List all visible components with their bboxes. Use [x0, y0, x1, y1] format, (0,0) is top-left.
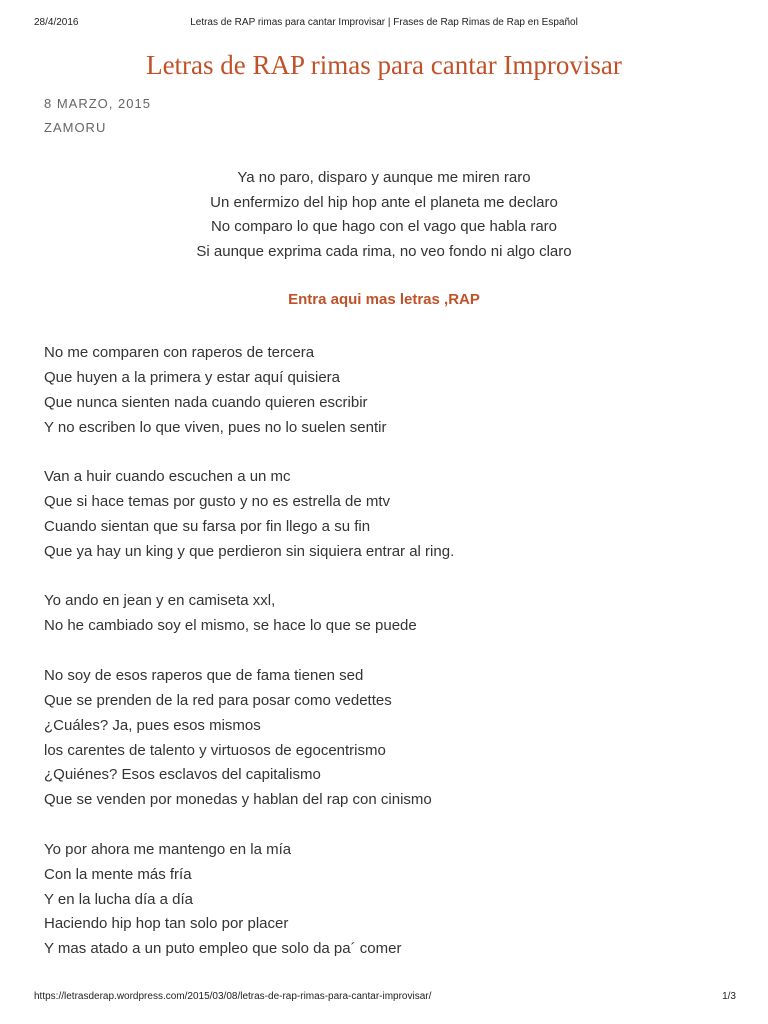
- stanza: [44, 664, 734, 813]
- lyric-line: Que se prenden de la red para posar como vedettes: [44, 691, 392, 709]
- lyric-line: los carentes de talento y virtuosos de egocentrismo: [44, 741, 386, 759]
- page-indicator: 1/3: [722, 991, 736, 1002]
- print-header-title: Letras de RAP rimas para cantar Improvisar | Frases de Rap Rimas de Rap en Español: [190, 17, 578, 28]
- lyric-line: Van a huir cuando escuchen a un mc: [44, 468, 291, 486]
- lyrics-body: [44, 341, 734, 987]
- lyric-line: Y mas atado a un puto empleo que solo da pa´ comer: [44, 940, 402, 958]
- lyric-line: Y no escriben lo que viven, pues no lo suelen sentir: [44, 418, 387, 436]
- intro-line: Un enfermizo del hip hop ante el planeta me declaro: [210, 193, 558, 211]
- lyric-line: Que nunca sienten nada cuando quieren escribir: [44, 393, 368, 411]
- intro-line: No comparo lo que hago con el vago que habla raro: [210, 218, 558, 236]
- intro-verses: [0, 166, 768, 265]
- stanza: [44, 341, 734, 440]
- lyric-line: Y en la lucha día a día: [44, 890, 194, 908]
- lyric-line: No me comparen con raperos de tercera: [44, 344, 315, 361]
- lyric-line: ¿Cuáles? Ja, pues esos mismos: [44, 716, 261, 734]
- lyric-line: Que se venden por monedas y hablan del rap con cinismo: [44, 791, 432, 809]
- lyric-line: Que si hace temas por gusto y no es estrella de mtv: [44, 493, 391, 511]
- lyric-line: Con la mente más fría: [44, 865, 192, 883]
- lyric-line: No he cambiado soy el mismo, se hace lo que se puede: [44, 617, 417, 635]
- print-header-date: 28/4/2016: [34, 17, 79, 28]
- lyric-line: Que ya hay un king y que perdieron sin siquiera entrar al ring.: [44, 542, 455, 560]
- lyric-line: Haciendo hip hop tan solo por placer: [44, 915, 289, 933]
- intro-line: Ya no paro, disparo y aunque me miren raro: [237, 169, 531, 186]
- stanza: [44, 465, 734, 564]
- lyric-line: Yo ando en jean y en camiseta xxl,: [44, 592, 276, 610]
- print-header: [0, 17, 768, 31]
- post-date[interactable]: 8 MARZO, 2015: [44, 96, 151, 111]
- stanza: [44, 589, 734, 639]
- lyric-line: Que huyen a la primera y estar aquí quisiera: [44, 368, 340, 386]
- lyric-line: ¿Quiénes? Esos esclavos del capitalismo: [44, 766, 321, 784]
- print-footer-url: https://letrasderap.wordpress.com/2015/03/08/letras-de-rap-rimas-para-cantar-improvisar/: [34, 991, 432, 1002]
- intro-line: Si aunque exprima cada rima, no veo fondo ni algo claro: [196, 243, 572, 261]
- post-title[interactable]: Letras de RAP rimas para cantar Improvisar: [146, 50, 622, 80]
- stanza: [44, 838, 734, 962]
- lyric-line: Cuando sientan que su farsa por fin llego a su fin: [44, 517, 371, 535]
- more-lyrics-link[interactable]: Entra aqui mas letras ,RAP: [288, 291, 480, 308]
- lyric-line: No soy de esos raperos que de fama tienen sed: [44, 666, 364, 684]
- post-author[interactable]: ZAMORU: [44, 120, 107, 135]
- lyric-line: Yo por ahora me mantengo en la mía: [44, 840, 292, 858]
